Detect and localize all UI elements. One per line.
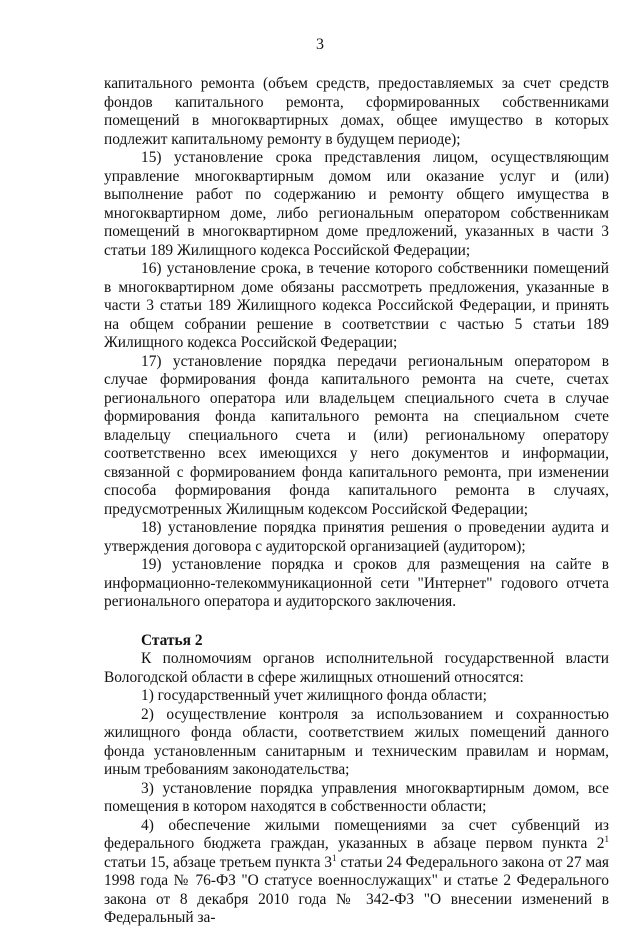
- paragraph-item-18: 18) установление порядка принятия решения о проведении аудита и утверждения договора с аудиторской организацией (аудитором);: [104, 519, 609, 555]
- article-item-4: [104, 817, 609, 928]
- superscript: 1: [604, 833, 609, 844]
- document-body: [104, 75, 609, 928]
- article-item-4-part2: статьи 15, абзаце третьем пункта 3: [104, 853, 332, 871]
- article-item-3: 3) установление порядка управления многоквартирным домом, все помещения в котором находятся в собственности области;: [104, 779, 609, 815]
- paragraph-continuation: капитального ремонта (объем средств, предоставляемых за счет средств фондов капитального ремонта, сформированных собственниками помещений в многоквартирных домах, общее имущество в которых подлежит капитальному ремонту в будущем периоде);: [104, 75, 609, 148]
- article-heading: Статья 2: [141, 631, 203, 649]
- paragraph-item-16: 16) установление срока, в течение которого собственники помещений в многоквартирном доме обязаны рассмотреть предложения, указанные в части 3 статьи 189 Жилищного кодекса Российской Федерации, и принять на общем собрании решение в соответствии с частью 5 статьи 189 Жилищного кодекса Российской Федерации;: [104, 260, 609, 351]
- article-item-1: 1) государственный учет жилищного фонда области;: [141, 687, 487, 704]
- paragraph-item-15: 15) установление срока представления лицом, осуществляющим управление многоквартирным домом или оказание услуг и (или) выполнение работ по содержанию и ремонту общего имущества в многоквартирном доме, либо региональным оператором собственникам помещений в многоквартирном доме предложений, указанных в части 3 статьи 189 Жилищного кодекса Российской Федерации;: [104, 149, 609, 259]
- article-intro: К полномочиям органов исполнительной государственной власти Вологодской области в сфере жилищных отношений относятся:: [104, 650, 609, 686]
- superscript: 1: [332, 852, 337, 863]
- page-number: 3: [316, 36, 324, 53]
- article-item-2: 2) осуществление контроля за использованием и сохранностью жилищного фонда области, соответствием жилых помещений данного фонда установленным санитарным и техническим правилам и нормам, иным требованиям законодательства;: [104, 705, 609, 778]
- paragraph-item-17: 17) установление порядка передачи региональным оператором в случае формирования фонда капитального ремонта на счете, счетах регионального оператора или владельцем специального счета в случае формирования фонда капитального ремонта на специальном счете владельцу специального счета и (или) региональному оператору соответственно всех имеющихся у него документов и информации, связанной с формированием фонда капитального ремонта, при изменении способа формирования фонда капитального ремонта в случаях, предусмотренных Жилищным кодексом Российской Федерации;: [104, 352, 609, 518]
- article-item-4-part3: статьи 24 Федерального закона от 27 мая 1998 года № 76-ФЗ "О статусе военнослужащих" и статье 2 Федерального закона от 8 декабря 2010 года № 342-ФЗ "О внесении изменений в Федеральный за-: [104, 853, 609, 926]
- paragraph-item-19: 19) установление порядка и сроков для размещения на сайте в информационно-телекоммуникационной сети "Интернет" годового отчета регионального оператора и аудиторского заключения.: [104, 556, 609, 610]
- article-item-4-part1: 4) обеспечение жилыми помещениями за счет субвенций из федерального бюджета граждан, указанных в абзаце первом пункта 2: [104, 816, 609, 852]
